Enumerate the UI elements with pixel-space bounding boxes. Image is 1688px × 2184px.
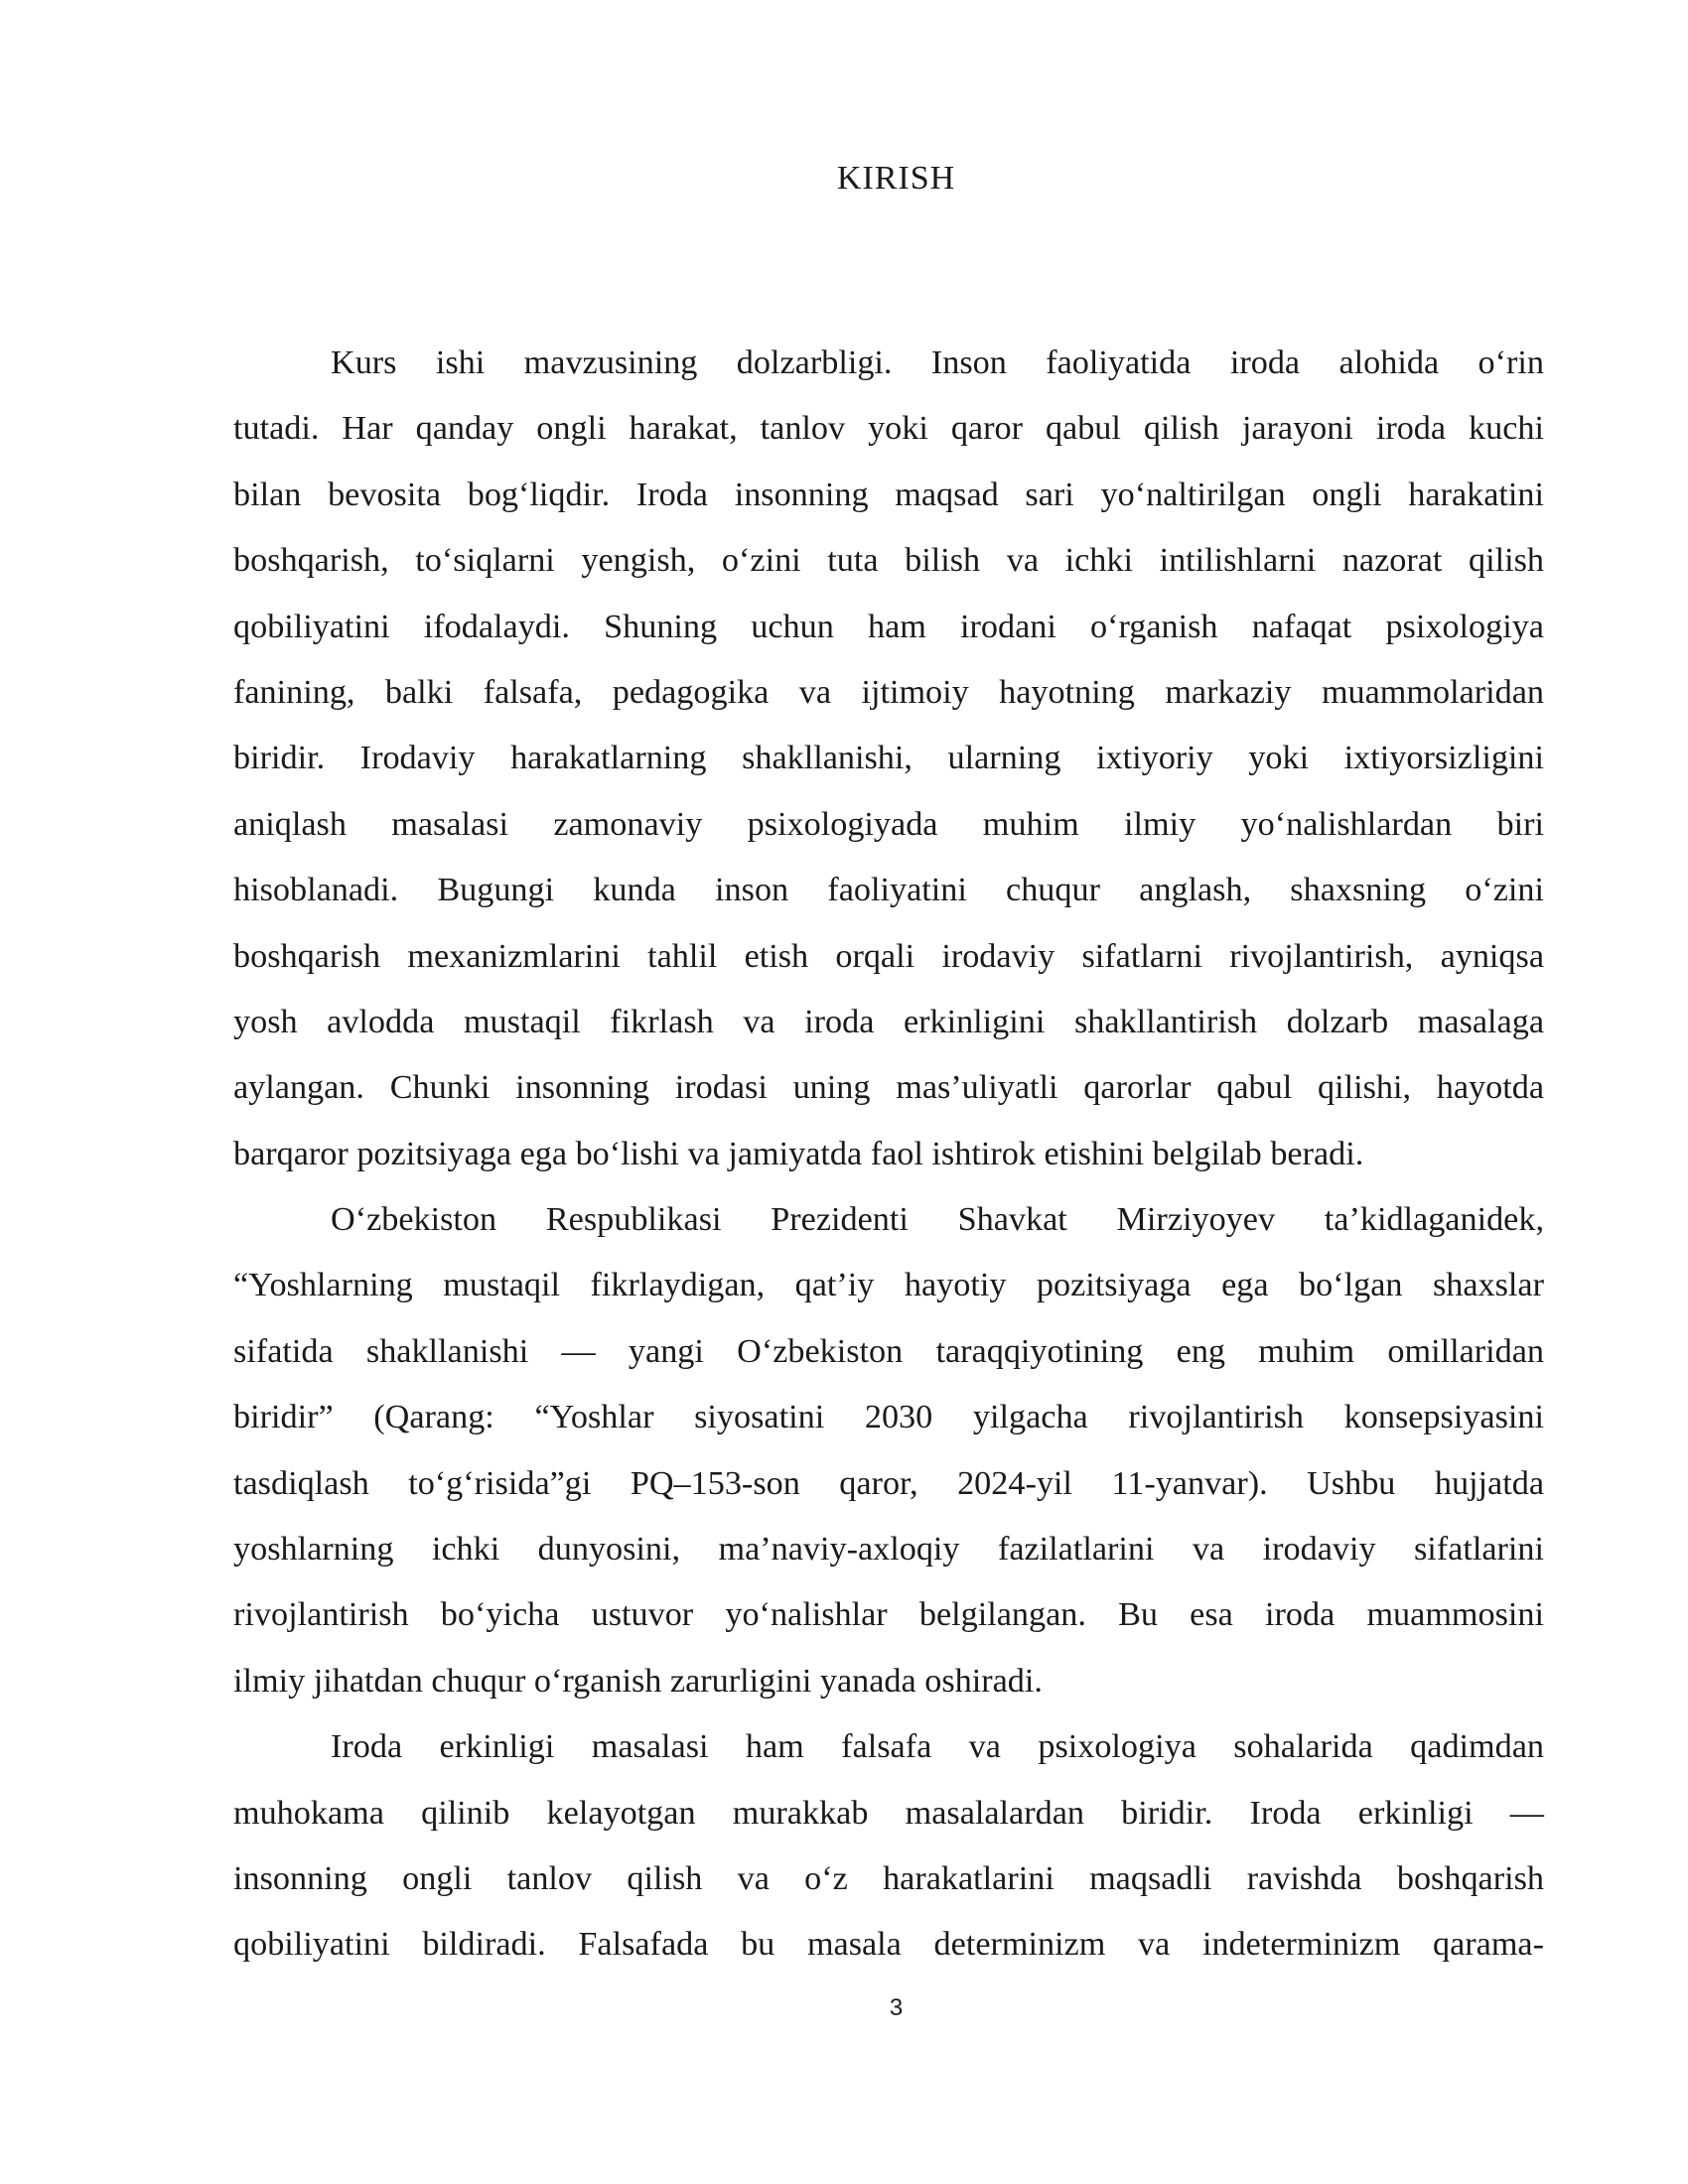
text-line: Iroda erkinligi masalasi ham falsafa va psixologiya sohalarida qadimdan [331, 1728, 1544, 1766]
text-line: Kurs ishi mavzusining dolzarbligi. Inson faoliyatida iroda alohida o‘rin [331, 344, 1544, 381]
paragraph [233, 1187, 1544, 1714]
text-line: “Yoshlarning mustaqil fikrlaydigan, qat’iy hayotiy pozitsiyaga ega bo‘lgan shaxslar [233, 1267, 1544, 1304]
text-line: yoshlarning ichki dunyosini, ma’naviy-axloqiy fazilatlarini va irodaviy sifatlarini [233, 1531, 1544, 1569]
page-title: KIRISH [836, 160, 956, 197]
text-line: muhokama qilinib kelayotgan murakkab masalalardan biridir. Iroda erkinligi — [233, 1794, 1544, 1832]
text-line: yosh avlodda mustaqil fikrlash va iroda erkinligini shakllantirish dolzarb masalaga [233, 1003, 1544, 1040]
text-line: bilan bevosita bog‘liqdir. Iroda insonning maqsad sari yo‘naltirilgan ongli harakatini [233, 476, 1544, 513]
text-line: aniqlash masalasi zamonaviy psixologiyada muhim ilmiy yo‘nalishlardan biri [233, 805, 1544, 843]
text-line: boshqarish mexanizmlarini tahlil etish orqali irodaviy sifatlarni rivojlantirish, ayniqsa [233, 937, 1544, 975]
text-line: barqaror pozitsiyaga ega bo‘lishi va jamiyatda faol ishtirok etishini belgilab beradi. [233, 1135, 1364, 1172]
body-text [233, 331, 1544, 1979]
text-line: hisoblanadi. Bugungi kunda inson faoliyatini chuqur anglash, shaxsning o‘zini [233, 872, 1544, 909]
text-line: sifatida shakllanishi — yangi O‘zbekiston taraqqiyotining eng muhim omillaridan [233, 1332, 1544, 1370]
text-line: tutadi. Har qanday ongli harakat, tanlov yoki qaror qabul qilish jarayoni iroda kuchi [233, 410, 1544, 448]
text-line: rivojlantirish bo‘yicha ustuvor yo‘nalishlar belgilangan. Bu esa iroda muammosini [233, 1596, 1544, 1634]
text-line: fanining, balki falsafa, pedagogika va ijtimoiy hayotning markaziy muammolaridan [233, 673, 1544, 711]
paragraph [233, 1714, 1544, 1979]
text-line: O‘zbekiston Respublikasi Prezidenti Shavkat Mirziyoyev ta’kidlaganidek, [331, 1201, 1544, 1239]
text-line: tasdiqlash to‘g‘risida”gi PQ–153-son qaror, 2024-yil 11-yanvar). Ushbu hujjatda [233, 1464, 1544, 1502]
page-number: 3 [889, 1994, 904, 2021]
text-line: boshqarish, to‘siqlarni yengish, o‘zini tuta bilish va ichki intilishlarni nazorat qilish [233, 542, 1544, 580]
text-line: biridir” (Qarang: “Yoshlar siyosatini 2030 yilgacha rivojlantirish konsepsiyasini [233, 1399, 1544, 1436]
text-line: biridir. Irodaviy harakatlarning shakllanishi, ularning ixtiyoriy yoki ixtiyorsizligini [233, 740, 1544, 777]
text-line: insonning ongli tanlov qilish va o‘z harakatlarini maqsadli ravishda boshqarish [233, 1859, 1544, 1897]
text-line: aylangan. Chunki insonning irodasi uning mas’uliyatli qarorlar qabul qilishi, hayotda [233, 1069, 1544, 1107]
text-line: ilmiy jihatdan chuqur o‘rganish zarurligini yanada oshiradi. [233, 1662, 1043, 1700]
paragraph [233, 331, 1544, 1187]
text-line: qobiliyatini bildiradi. Falsafada bu masala determinizm va indeterminizm qarama- [233, 1926, 1544, 1964]
text-line: qobiliyatini ifodalaydi. Shuning uchun ham irodani o‘rganish nafaqat psixologiya [233, 608, 1544, 645]
